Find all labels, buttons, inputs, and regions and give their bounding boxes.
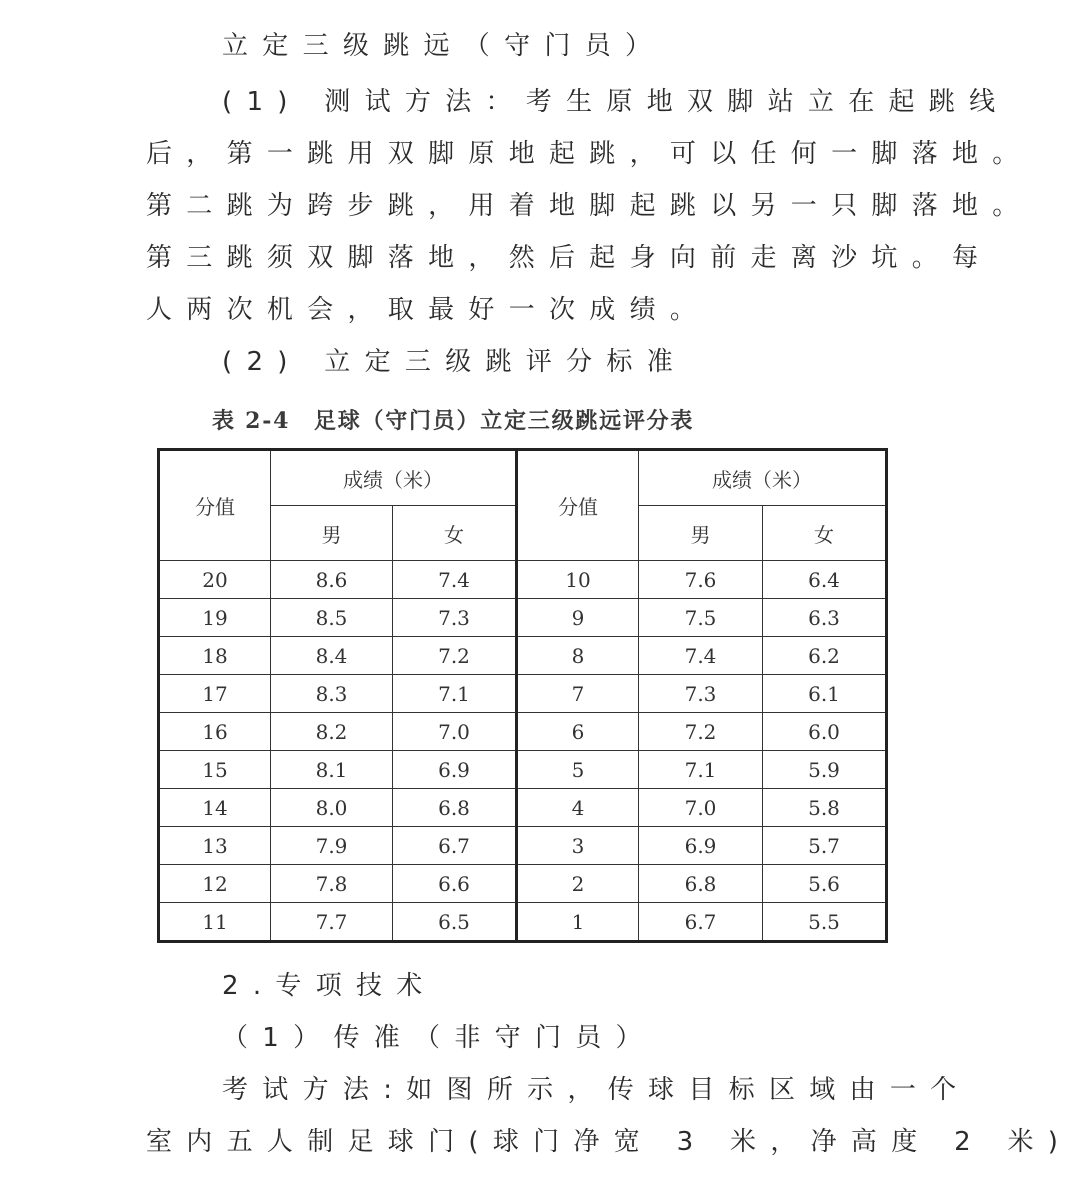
table-cell: 17 <box>159 675 271 713</box>
table-cell: 6.3 <box>763 599 887 637</box>
table-row <box>159 751 887 789</box>
header-female-right: 女 <box>763 506 887 561</box>
table-row <box>159 789 887 827</box>
exam-line-1: 考试方法:如图所示，传球目标区域由一个 <box>222 1075 971 1105</box>
table-row <box>159 637 887 675</box>
table-cell: 8.6 <box>271 561 393 599</box>
table-cell: 11 <box>159 903 271 942</box>
table-cell: 8.3 <box>271 675 393 713</box>
table-cell: 7.3 <box>639 675 763 713</box>
table-cell: 8.4 <box>271 637 393 675</box>
table-cell: 5.7 <box>763 827 887 865</box>
table-cell: 7.2 <box>393 637 517 675</box>
method-line-4: 第三跳须双脚落地，然后起身向前走离沙坑。每 <box>146 243 993 273</box>
table-cell: 7.3 <box>393 599 517 637</box>
header-score-left: 分值 <box>159 450 271 561</box>
table-cell: 7.1 <box>639 751 763 789</box>
table-cell: 7.5 <box>639 599 763 637</box>
table-cell: 5.9 <box>763 751 887 789</box>
skill-section-heading: 2.专项技术 <box>222 971 437 1001</box>
method-line-1: (1) 测试方法：考生原地双脚站立在起跳线 <box>222 87 1010 117</box>
table-cell: 8 <box>517 637 639 675</box>
table-cell: 6 <box>517 713 639 751</box>
table-cell: 7.2 <box>639 713 763 751</box>
header-result-left: 成绩（米） <box>271 450 517 506</box>
header-male-right: 男 <box>639 506 763 561</box>
header-male-left: 男 <box>271 506 393 561</box>
table-cell: 6.7 <box>393 827 517 865</box>
score-table <box>157 448 888 943</box>
table-cell: 2 <box>517 865 639 903</box>
method-line-2: 后，第一跳用双脚原地起跳，可以任何一脚落地。 <box>146 139 1033 169</box>
table-cell: 9 <box>517 599 639 637</box>
table-cell: 18 <box>159 637 271 675</box>
standard-heading: (2) 立定三级跳评分标准 <box>222 347 687 377</box>
table-cell: 4 <box>517 789 639 827</box>
table-cell: 6.2 <box>763 637 887 675</box>
table-cell: 7.1 <box>393 675 517 713</box>
table-cell: 6.8 <box>639 865 763 903</box>
table-cell: 12 <box>159 865 271 903</box>
table-cell: 8.1 <box>271 751 393 789</box>
table-cell: 7.9 <box>271 827 393 865</box>
table-cell: 7.6 <box>639 561 763 599</box>
pass-subheading: （1）传准（非守门员） <box>222 1023 656 1053</box>
table-cell: 7.8 <box>271 865 393 903</box>
table-cell: 8.5 <box>271 599 393 637</box>
table-cell: 15 <box>159 751 271 789</box>
header-score-right: 分值 <box>517 450 639 561</box>
table-cell: 3 <box>517 827 639 865</box>
header-result-right: 成绩（米） <box>639 450 887 506</box>
table-cell: 7 <box>517 675 639 713</box>
table-cell: 6.5 <box>393 903 517 942</box>
table-cell: 6.1 <box>763 675 887 713</box>
table-row <box>159 903 887 942</box>
exam-line-2: 室内五人制足球门(球门净宽 3 米，净高度 2 米) <box>146 1127 1073 1157</box>
table-cell: 16 <box>159 713 271 751</box>
table-cell: 19 <box>159 599 271 637</box>
table-cell: 7.0 <box>639 789 763 827</box>
table-caption: 表 2-4 足球（守门员）立定三级跳远评分表 <box>212 408 695 434</box>
table-cell: 6.8 <box>393 789 517 827</box>
table-row <box>159 561 887 599</box>
table-cell: 7.4 <box>639 637 763 675</box>
table-cell: 5.6 <box>763 865 887 903</box>
table-cell: 1 <box>517 903 639 942</box>
table-cell: 6.9 <box>639 827 763 865</box>
method-line-5: 人两次机会，取最好一次成绩。 <box>146 295 711 325</box>
table-cell: 6.6 <box>393 865 517 903</box>
header-female-left: 女 <box>393 506 517 561</box>
table-cell: 5.8 <box>763 789 887 827</box>
table-row <box>159 713 887 751</box>
table-cell: 7.4 <box>393 561 517 599</box>
table-row <box>159 827 887 865</box>
table-cell: 14 <box>159 789 271 827</box>
table-cell: 7.7 <box>271 903 393 942</box>
table-row <box>159 865 887 903</box>
table-row <box>159 599 887 637</box>
table-cell: 7.0 <box>393 713 517 751</box>
table-cell: 5 <box>517 751 639 789</box>
table-cell: 8.2 <box>271 713 393 751</box>
method-line-3: 第二跳为跨步跳，用着地脚起跳以另一只脚落地。 <box>146 191 1033 221</box>
table-row <box>159 675 887 713</box>
table-cell: 13 <box>159 827 271 865</box>
table-cell: 5.5 <box>763 903 887 942</box>
table-cell: 10 <box>517 561 639 599</box>
table-cell: 8.0 <box>271 789 393 827</box>
table-cell: 20 <box>159 561 271 599</box>
section-heading: 立定三级跳远（守门员） <box>222 31 666 61</box>
table-cell: 6.7 <box>639 903 763 942</box>
table-cell: 6.4 <box>763 561 887 599</box>
table-cell: 6.0 <box>763 713 887 751</box>
table-cell: 6.9 <box>393 751 517 789</box>
